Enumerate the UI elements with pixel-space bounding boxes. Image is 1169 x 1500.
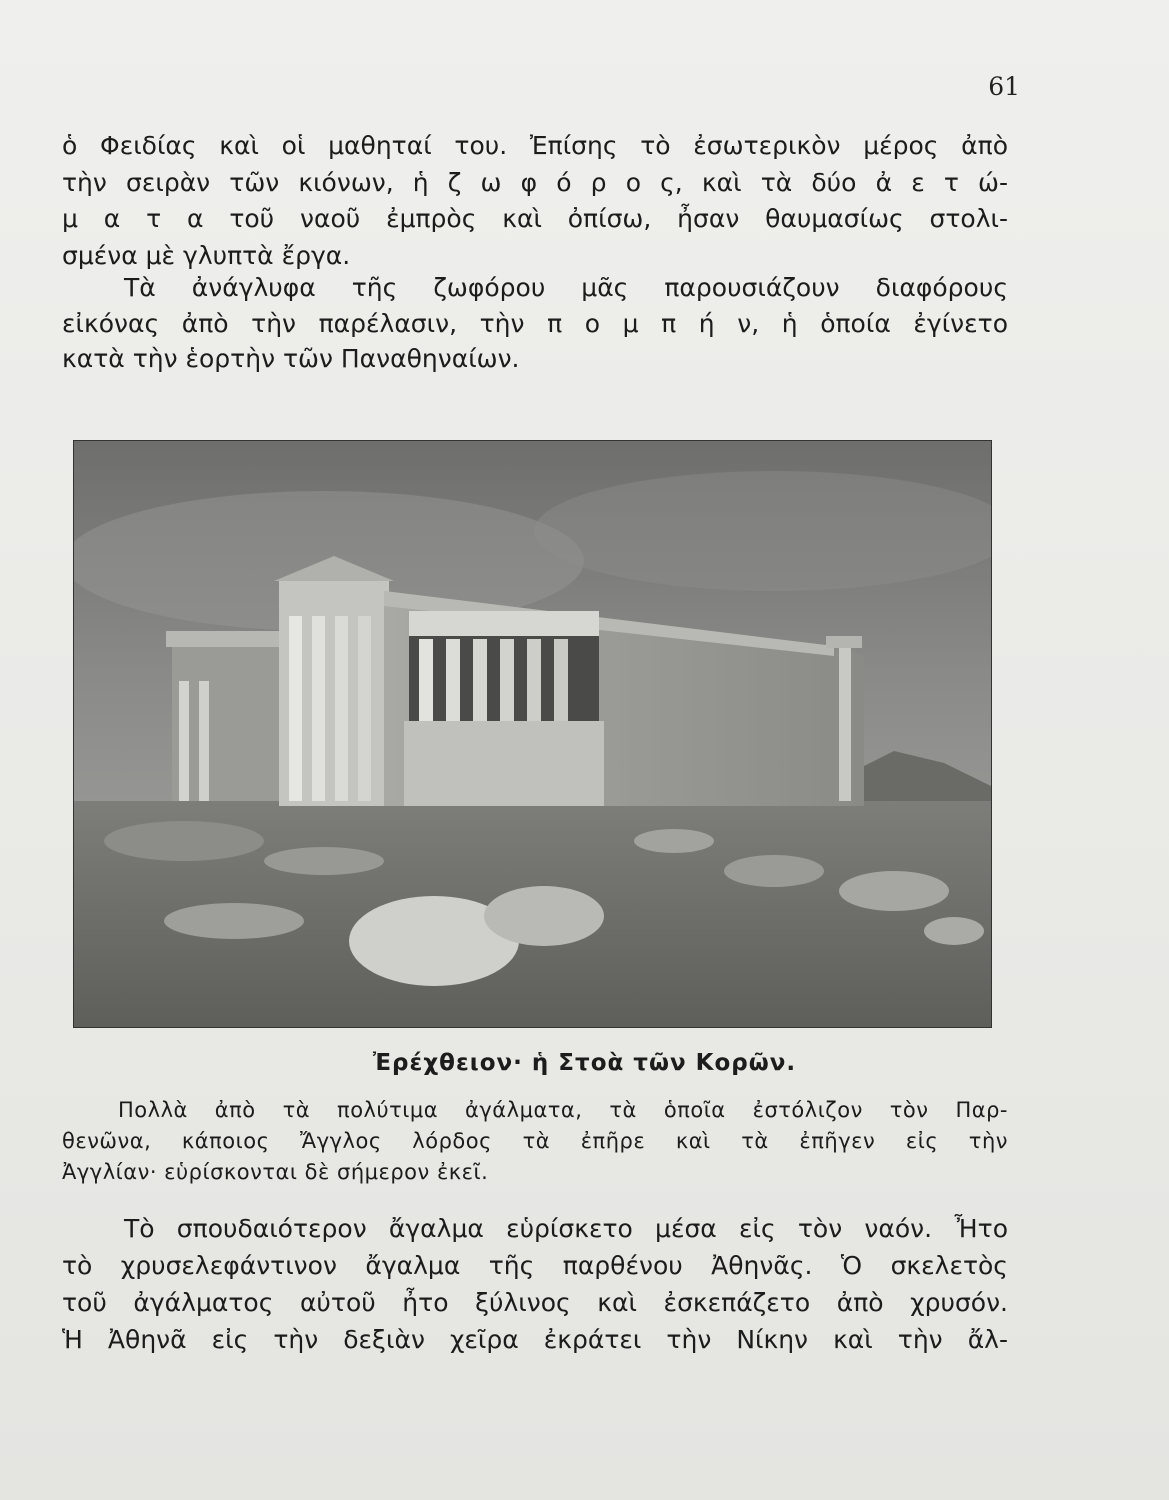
text-line: τὴν σειρὰν τῶν κιόνων, ἡ ζ ω φ ό ρ ο ς, καὶ τὰ δύο ἀ ε τ ώ-: [62, 167, 1008, 197]
text-line: τὸ χρυσελεφάντινον ἄγαλμα τῆς παρθένου Ἀθηνᾶς. Ὁ σκελετὸς: [62, 1251, 1008, 1280]
paragraph-2: [62, 270, 1008, 377]
text-line: Ἀγγλίαν· εὑρίσκονται δὲ σήμερον ἐκεῖ.: [62, 1160, 489, 1184]
page-number: 61: [988, 72, 1020, 101]
text-line: θενῶνα, κάποιος Ἄγγλος λόρδος τὰ ἐπῆρε καὶ τὰ ἐπῆγεν εἰς τὴν: [62, 1129, 1008, 1153]
text-line: τοῦ ἀγάλματος αὐτοῦ ἦτο ξύλινος καὶ ἐσκεπάζετο ἀπὸ χρυσόν.: [62, 1288, 1008, 1317]
paragraph-3: [62, 1095, 1008, 1188]
photo-illustration: [74, 441, 991, 1027]
text-line: Ἡ Ἀθηνᾶ εἰς τὴν δεξιὰν χεῖρα ἐκράτει τὴν Νίκην καὶ τὴν ἄλ-: [62, 1325, 1008, 1354]
text-line: μ α τ α τοῦ ναοῦ ἐμπρὸς καὶ ὀπίσω, ἦσαν θαυμασίως στολι-: [62, 204, 1008, 233]
text-line: Τὰ ἀνάγλυφα τῆς ζωφόρου μᾶς παρουσιάζουν διαφόρους: [124, 273, 1008, 302]
paragraph-1: [62, 128, 1008, 274]
paragraph-4: [62, 1210, 1008, 1358]
text-line: Τὸ σπουδαιότερον ἄγαλμα εὑρίσκετο μέσα εἰς τὸν ναόν. Ἦτο: [124, 1214, 1008, 1243]
erechtheion-photo: [73, 440, 992, 1028]
text-line: ὁ Φειδίας καὶ οἱ μαθηταί του. Ἐπίσης τὸ ἐσωτερικὸν μέρος ἀπὸ: [62, 131, 1008, 160]
photo-caption: Ἐρέχθειον· ἡ Στοὰ τῶν Κορῶν.: [372, 1050, 797, 1076]
text-line: σμένα μὲ γλυπτὰ ἔργα.: [62, 240, 351, 270]
text-line: εἰκόνας ἀπὸ τὴν παρέλασιν, τὴν π ο μ π ή ν, ἡ ὁποία ἐγίνετο: [62, 308, 1008, 338]
text-line: Πολλὰ ἀπὸ τὰ πολύτιμα ἀγάλματα, τὰ ὁποῖα ἐστόλιζον τὸν Παρ-: [118, 1098, 1008, 1122]
text-line: κατὰ τὴν ἑορτὴν τῶν Παναθηναίων.: [62, 344, 520, 373]
